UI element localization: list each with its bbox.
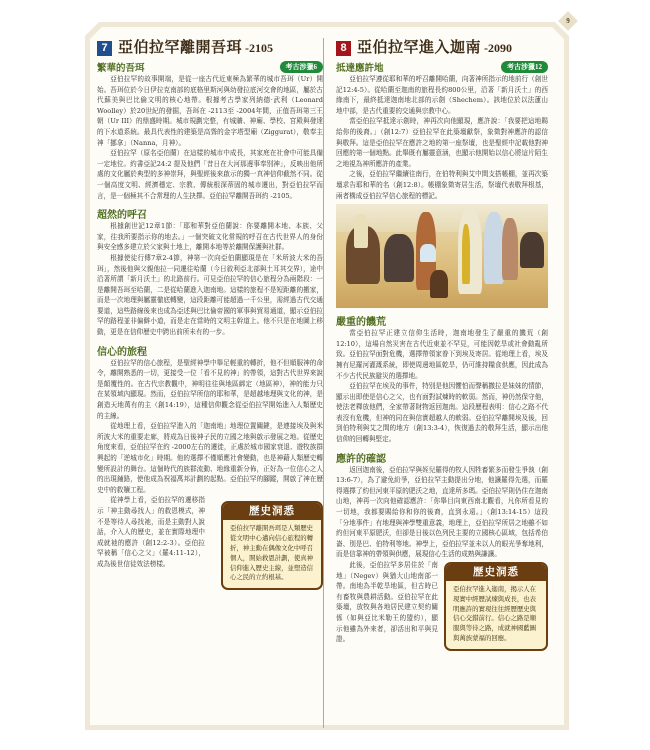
article-header	[97, 36, 323, 56]
caravan-painting	[336, 204, 548, 308]
paragraph: 亞伯拉罕在埃及的事件，特別是他因懼怕而聲稱撒拉是妹妹的情節，顯示出即使是信心之父，也有面對試煉時的軟弱。然而，神仍然保守他，使法老釋放他們，全家帶著財物返回迦南。這段歷程表明：信心之路不代表沒有危機，但神的同在與信實超越人的軟弱。亞伯拉罕離開埃及後，回到伯特利與艾之間的地方（創13:3-4），恢復過去的敬拜生活，顯示出他信仰的回轉與堅定。	[336, 382, 548, 444]
article-header	[336, 36, 562, 56]
yellow-sash	[462, 224, 470, 284]
page-number: 9	[566, 17, 570, 25]
article-leaving-ur	[97, 36, 323, 582]
insight-text: 亞伯拉罕離開吾珥是人類歷史從文明中心邁向信心旅程的轉折，神主動在偶像文化中呼召個人，開始救恩計劃，使真神信仰進入歷史主線，並塑造信心之民的立約根基。	[230, 524, 314, 582]
history-insight-box	[221, 501, 323, 590]
section-heading: 信心的旅程	[97, 346, 147, 358]
section-heading: 嚴重的饑荒	[336, 317, 386, 329]
section-heading: 抵達應許地	[336, 63, 384, 74]
paragraph: 當亞伯拉罕抵達示劍時，神再次向他顯現，應許說：「我要把這地賜給你的後裔。」（創12:7）亞伯拉罕在此築壇獻祭，象徵對神應許的認信與敬拜。這是亞伯拉罕在應許之地的第一座祭壇，也是聖經中記載他對神回應的第一個地點。此舉既有屬靈意涵，也顯示他開始以信心將這片陌生之地視為神所應許的產業。	[336, 117, 548, 168]
article-year: -2090	[484, 41, 513, 55]
section-header	[336, 60, 548, 74]
article-year: -2105	[245, 41, 274, 55]
woman-figure	[502, 218, 518, 280]
paragraph: 亞伯拉罕遵從耶和華的呼召離開哈蘭，向著神所指示的地前行（創世記12:4-5）。從哈蘭至迦南的旅程長約800公里，沿著「新月沃土」的西緣南下，最終抵達迦南地北部的示劍（Shechem）。該地位於以法蓮山地中部，是古代重要的交通與宗教中心。	[336, 75, 548, 115]
section-heading: 超然的呼召	[97, 210, 147, 222]
rider-figure	[354, 214, 368, 248]
section-heading: 應許的確認	[336, 453, 386, 465]
section-heading: 繁華的吾珥	[97, 63, 145, 74]
paragraph: 之後，亞伯拉罕繼續往南行，在伯特利與艾中間支搭帳棚，並再次築壇求告耶和華的名（創12:8）。帳棚象徵寄居生活，祭壇代表敬拜根基，兩者構成亞伯拉罕信心旅程的標記。	[336, 170, 548, 200]
wrap-area	[97, 495, 323, 582]
history-insight-box	[444, 562, 548, 651]
section-body	[336, 313, 548, 645]
paragraph: 亞伯拉罕的故事開端，是從一座古代近東極為繁華的城市吾珥（Ur）開始。吾珥位於今日伊拉克南部的底格里斯河與幼發拉底河交會的地區，屬於古代蘇美與巴比倫文明的核心地帶。根據考古學家列納德·武利（Leonard Woolley）於20世紀的發掘，吾珥在 -2113至 -2004年間，正值吾珥第三王朝（Ur III）的鼎盛時期。城市規劃完整，有城牆、神廟、學校、宮殿與發達的下水道系統。最具代表性的建築是高聳的金字塔型廟（Ziggurat），敬奉主神「挪拿」（Nanna，月神）。	[97, 75, 323, 147]
archaeology-tag[interactable]: 考古涉獵12	[501, 61, 548, 73]
paragraph: 根據使徒行傳7章2-4節，神第一次向亞伯蘭顯現是在「米所波大米的吾珥」，然後他與父親他拉一同遷往哈蘭（今日敘利亞北部與土耳其交界），途中沿著所謂「新月沃土」的北路前行。可見亞伯拉罕的信心旅程分為兩階段：一是離開吾珥至哈蘭，二是從哈蘭進入迦南地。這樣的旅程不是短距離的搬家，而是一次地理與屬靈徹底轉變，這段距離可能超過一千公里，需經過古代交通要道，這些路線後來也成為亞述與巴比倫帝國的軍事與貿易通道，顯示亞伯拉罕的路程並非偏僻小道，而是走在當時的文明主幹道上。他不只是在地圖上移動，更是在信仰歷史中跨出前所未有的一步。	[97, 253, 323, 337]
article-number-badge: 7	[97, 41, 112, 56]
paragraph: 亞伯拉罕（原名亞伯蘭）在這樣的城市中成長，其家庭在社會中可能具備一定地位。約書亞記24:2 提及他們「昔日在大河那邊事奉別神」，反映出他所處的文化屬於典型的多神崇拜，與聖經後來啟示的獨一真神信仰截然不同。從一個高度文明、經濟穩定、宗教、傳統根深蒂固的城市遷出，對亞伯拉罕而言，是一個極其不合常理的人生抉擇。亞伯拉罕離開吾珥約 -2105。	[97, 149, 323, 200]
wrap-area	[336, 560, 548, 645]
paragraph: 當亞伯拉罕正建立信仰生活時，迦南地發生了嚴重的饑荒（創12:10），這場自然災害在古代近東並不罕見，可能因乾旱或社會動亂所致。亞伯拉罕面對危機，選擇帶領家眷下到埃及寄居。從地理上看，埃及擁有尼羅河灌溉系統，即使周邊地區乾旱，仍可維持糧食供應，因此成為不少古代民族避災的選擇地。	[336, 329, 548, 380]
insight-title: 歷史洞悉	[446, 564, 546, 581]
dog-figure	[430, 270, 448, 298]
paragraph: 此後，亞伯拉罕多居住於「南地」（Negev）與猶大山地南部一帶。南地為半乾旱地區，但古時已有畜牧與農耕活動。亞伯拉罕在此築壇，放牧與各地居民建立契約關係（如與亞比米勒王的盟約），顯示他雖為外來者，卻活出和平與見證。	[336, 561, 438, 644]
insight-text: 亞伯拉罕進入迦南，揭示人在現實中經歷試煉與成長，也表明應許的實現往往經歷歷史與信心交錯前行。信心之路是順服與等待之路，成就神國藍圖與萬族蒙福的回應。	[453, 585, 537, 642]
garment	[420, 244, 436, 262]
donkey-figure	[520, 232, 544, 268]
article-number-badge: 8	[336, 41, 351, 56]
paragraph: 亞伯拉罕的信心旅程，是聖經神學中舉足輕重的轉折，他不但順服神的命令，離開熟悉的一切，更接受一位「看不見的神」的帶領，這對古代世界來說是顛覆性的。在古代宗教觀中，神明往往與地區綁定（地區神），神的能力只在某領域內顯現。然而，亞伯拉罕所信的耶和華，是超越地理與文化的神，是創造天地萬有的主（創14:19），這種信仰觀念從亞伯拉罕開始進入人類歷史的主線。	[97, 358, 323, 420]
insight-title: 歷史洞悉	[223, 503, 321, 520]
paragraph: 從地理上看，亞伯拉罕進入的「迦南地」地理位置關鍵，是連接埃及與米所波大米的重要走廊，將成為日後神子民的立國之地與啟示發展之地。從歷史角度來看，亞伯拉罕在約 -2000左右的遷徙，正處於城市國家衰退、遊牧族群興起的「逆城市化」時期。他的選擇不僅順應社會變動，也是神藉人類歷史轉變所設計的舞台。這個時代的族群流動、地緣重新分佈，正好為一位信心之人的出現鋪路，使他成為祝福萬邦計劃的起點。亞伯拉罕的腳蹤，開啟了神在歷史中的救贖工程。	[97, 422, 323, 494]
woman-figure	[484, 212, 504, 284]
section-body	[336, 74, 548, 308]
article-entering-canaan	[336, 36, 562, 645]
article-title: 亞伯拉罕進入迦南	[357, 38, 482, 56]
paragraph: 返回迦南後，亞伯拉罕與姪兒羅得的牧人因牲畜繁多而發生爭執（創13:6-7），為了避免紛爭，亞伯拉罕主動提出分地，他讓羅得先選，而羅得選擇了約但河東平原的肥沃之地，直達所多瑪。亞伯拉罕則仍住在迦南山地，神再一次向他確認應許：「你舉目向東西南北觀看，凡你所看見的一切地，我都要賜給你和你的後裔，直到永遠。」（創13:14-15）這段「分地事件」有地理與神學雙重意義，地理上，亞伯拉罕所居之地雖不如約但河東平原肥沃，但卻是日後以色列民主要的立國核心區域，包括希伯崙、別是巴、伯特利等地。神學上，亞伯拉罕並未以人的眼光爭奪地利，而是信靠神的帶領與供應，展現信心生活的成熟與謙讓。	[336, 465, 548, 559]
section-header	[97, 60, 323, 74]
archaeology-tag[interactable]: 考古涉獵6	[280, 61, 324, 73]
page-number-marker	[558, 11, 578, 31]
donkey-figure	[384, 234, 414, 282]
paragraph: 從神學上看，亞伯拉罕的遷移指示「神主動尋找人」的救恩模式，神不是等待人尋找祂，而是主動對人說話，介入人的歷史，並在實際地理中成就祂的應許（創12:2-3）。亞伯拉罕被稱「信心之父」（羅4:11-12），成為後世信徒效法榜樣。	[97, 496, 205, 568]
article-title: 亞伯拉罕離開吾珥	[118, 38, 243, 56]
paragraph: 根據創世記12章1節：「耶和華對亞伯蘭說：你要離開本地、本族、父家，往我所要指示你的地去。」一個突破文化常規的呼召在古代世界人的身份與安全感多建立於父家與土地上，離開本地等於離開保護與社群。	[97, 222, 323, 252]
column-divider	[323, 38, 324, 728]
